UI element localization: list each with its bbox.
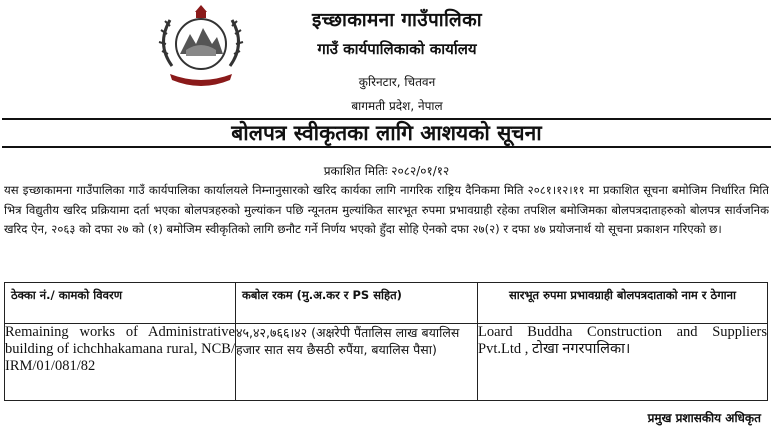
bid-amount: ४५,४२,७६६।४२ (अक्षरेपी पैंतालिस लाख बयालिस हजार सात सय छैसठी रुपैंया, बयालिस पैसा) bbox=[236, 324, 478, 401]
signatory-title: प्रमुख प्रशासकीय अधिकृत bbox=[647, 411, 761, 425]
header-contract-description: ठेक्का नं./ कामको विवरण bbox=[5, 283, 236, 324]
header-bidder-name: सारभूत रुपमा प्रभावग्राही बोलपत्रदाताको नाम र ठेगाना bbox=[478, 283, 768, 324]
table-row bbox=[5, 324, 768, 401]
work-description: Remaining works of Administrative building of ichchhakamana rural, NCB/ IRM/01/081/82 bbox=[5, 324, 236, 401]
bidder-name-address: Loard Buddha Construction and Suppliers Pvt.Ltd , टोखा नगरपालिका। bbox=[478, 324, 768, 401]
office-name: गाउँ कार्यपालिकाको कार्यालय bbox=[317, 40, 477, 58]
header-bid-amount: कबोल रकम (मु.अ.कर र PS सहित) bbox=[236, 283, 478, 324]
notice-body: यस इच्छाकामना गाउँपालिका गाउँ कार्यपालिका कार्यालयले निम्नानुसारको खरिद कार्यका लागि नागरिक राष्ट्रिय दैनिकमा मिति २०८१।१२।११ मा प्रकाशित सूचना बमोजिम निर्धारित मिति भित्र विद्युतीय खरिद प्रक्रियामा दर्ता भएका बोलपत्रहरुको मुल्यांकन पछि न्यूनतम मुल्यांकित सारभूत रुपमा प्रभावग्राही रहेका तपशिल बमोजिमका बोलपत्रदाताहरुको बोलपत्र सार्वजनिक खरिद ऐन, २०६३ को दफा २७ को (१) बमोजिम स्वीकृतिको लागि छनौट गर्ने निर्णय भएको हुँदा सोहि ऐनको दफा २७(२) र दफा ४७ प्रयोजनार्थ यो सूचना प्रकाशन गरिएको छ। bbox=[4, 183, 769, 237]
table-header-row bbox=[5, 283, 768, 324]
province-line: बागमती प्रदेश, नेपाल bbox=[351, 99, 443, 113]
municipality-name: इच्छाकामना गाउँपालिका bbox=[312, 9, 482, 31]
nepal-government-emblem-icon bbox=[150, 4, 252, 90]
published-date: प्रकाशित मितिः २०८२/०१/१२ bbox=[323, 164, 450, 178]
notice-title: बोलपत्र स्वीकृतका लागि आशयको सूचना bbox=[2, 118, 771, 148]
bid-table bbox=[4, 282, 768, 401]
address-line: कुरिनटार, चितवन bbox=[358, 75, 436, 89]
